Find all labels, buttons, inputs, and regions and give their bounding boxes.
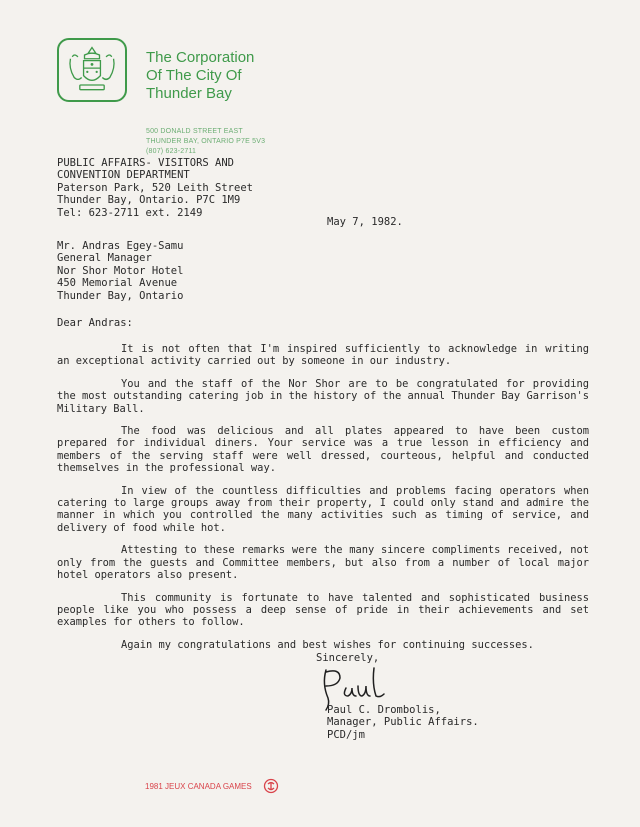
body-paragraph-7: Again my congratulations and best wishes for continuing successes. — [121, 638, 534, 651]
recipient-block — [57, 240, 183, 302]
canada-games-logo-icon — [263, 778, 279, 794]
city-crest-icon — [57, 38, 127, 102]
footer-games-text: 1981 JEUX CANADA GAMES — [145, 782, 252, 791]
recipient-name: Mr. Andras Egey-Samu — [57, 240, 184, 252]
recipient-street: 450 Memorial Avenue — [57, 277, 178, 290]
body-paragraph-4: In view of the countless difficulties and problems facing operators when catering to large groups away from their property, I could only stand and admire the manner in which you controlled the many activities such as timing of service, and delivery of food while hot. — [57, 484, 589, 534]
body-paragraph-3: The food was delicious and all plates appeared to have been custom prepared for individual diners. Your service was a true lesson in efficiency and members of the serving staff were well dressed, courteous, helpful and conducted themselves in the professional way. — [57, 425, 589, 475]
org-line-1: The Corporation — [146, 49, 255, 66]
signer-title: Manager, Public Affairs. — [327, 716, 479, 729]
address-line-1: 500 DONALD STREET EAST — [146, 128, 243, 135]
body-paragraph-2: You and the staff of the Nor Shor are to be congratulated for providing the most outstanding catering job in the history of the annual Thunder Bay Garrison's Military Ball. — [57, 377, 589, 415]
sender-tel: Tel: 623-2711 ext. 2149 — [57, 206, 203, 219]
signer-initials: PCD/jm — [327, 728, 365, 741]
address-line-2: THUNDER BAY, ONTARIO P7E 5V3 — [146, 138, 266, 145]
recipient-city: Thunder Bay, Ontario — [57, 289, 184, 302]
org-line-3: Thunder Bay — [146, 85, 232, 102]
closing: Sincerely, — [316, 652, 380, 664]
body-paragraph-6: This community is fortunate to have talented and sophisticated business people like you who possess a deep sense of pride in their achievements and set examples for others to follow. — [57, 591, 589, 629]
dept-line-1: PUBLIC AFFAIRS- VISITORS AND — [57, 157, 235, 169]
sender-street: Paterson Park, 520 Leith Street — [57, 181, 253, 194]
signer-name: Paul C. Drombolis, — [327, 704, 441, 716]
sender-block — [57, 157, 253, 219]
dept-line-2: CONVENTION DEPARTMENT — [57, 169, 190, 182]
letterhead-org-name — [146, 49, 254, 103]
recipient-title: General Manager — [57, 252, 152, 265]
recipient-company: Nor Shor Motor Hotel — [57, 264, 184, 277]
sender-city: Thunder Bay, Ontario. P7C 1M9 — [57, 194, 241, 207]
body-paragraph-1: It is not often that I'm inspired sufficiently to acknowledge in writing an exceptional activity carried out by someone in our industry. — [57, 343, 589, 368]
signer-block — [327, 704, 479, 741]
address-line-3: (807) 623-2711 — [146, 148, 197, 155]
letter-body — [57, 343, 589, 661]
letter-date: May 7, 1982. — [327, 216, 403, 228]
letterhead-address — [146, 127, 265, 157]
salutation: Dear Andras: — [57, 317, 133, 329]
body-paragraph-5: Attesting to these remarks were the many sincere compliments received, not only from the guests and Committee members, but also from a number of local major hotel operators also present. — [57, 544, 589, 582]
org-line-2: Of The City Of — [146, 67, 242, 84]
